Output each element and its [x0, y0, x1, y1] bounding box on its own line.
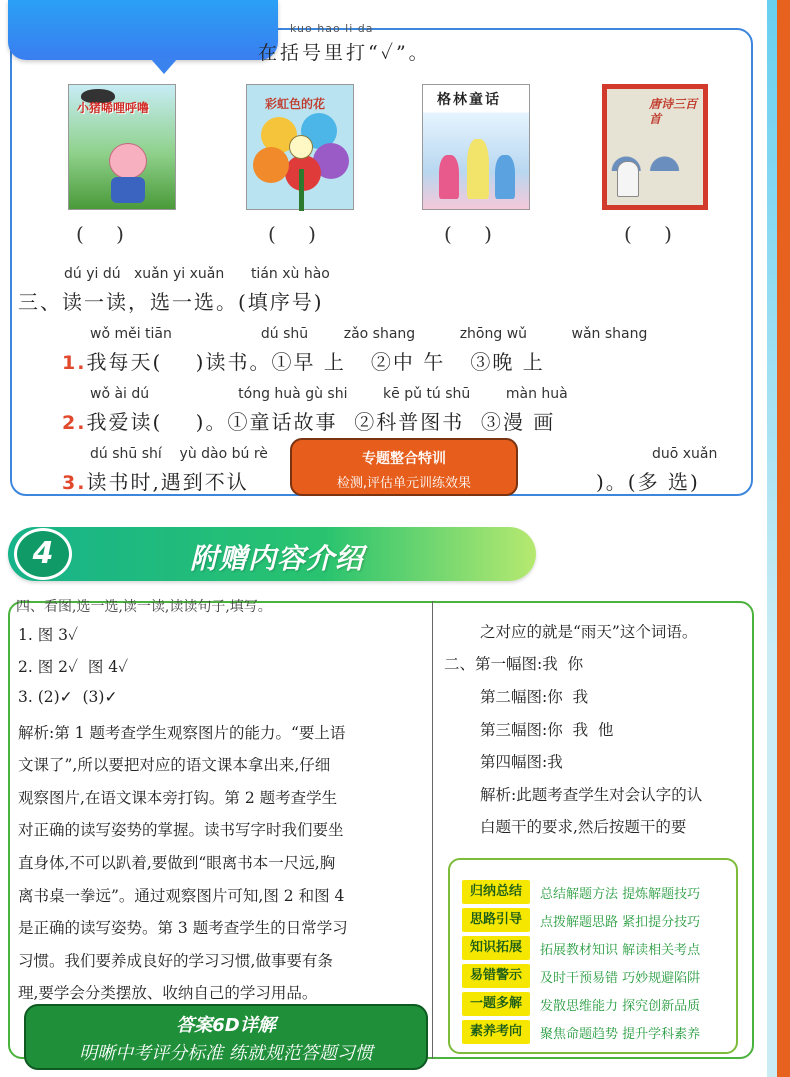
answer-blank-3[interactable]: ( )	[444, 222, 492, 246]
pig-illustration	[109, 143, 147, 179]
feature-tag: 归纳总结	[462, 880, 530, 904]
answer-line: 二、第一幅图:我 你	[444, 655, 584, 673]
book-title-4: 唐诗三百首	[649, 97, 698, 126]
answer-line: 离书桌一拳远”。通过观察图片可知,图 2 和图 4	[18, 887, 345, 905]
answer-blank-4[interactable]: ( )	[624, 222, 672, 246]
poet-illustration	[617, 161, 639, 197]
feature-desc: 拓展教材知识 解读相关考点	[540, 943, 701, 958]
book-title-3: 格林童话	[437, 92, 501, 108]
answer-line: 第二幅图:你 我	[480, 688, 589, 706]
instruction-pinyin: kuo hao li da	[290, 22, 374, 35]
feature-tag: 易错警示	[462, 964, 530, 988]
dwarf-figure	[439, 155, 459, 199]
item3-pinyin-right: duō xuǎn	[652, 446, 718, 462]
feature-desc: 总结解题方法 提炼解题技巧	[540, 887, 701, 902]
answer-line: 文课了”,所以要把对应的语文课本拿出来,仔细	[18, 756, 331, 774]
answer-line: 是正确的读写姿势。第 3 题考查学生的日常学习	[18, 919, 348, 937]
section-title: 附赠内容介绍	[190, 542, 365, 575]
item1-text: 我每天( )读书。①早 上 ②中 午 ③晚 上	[86, 350, 545, 374]
feature-desc: 聚焦命题趋势 提升学科素养	[540, 1027, 701, 1042]
promo-subtitle: 检测,评估单元训练效果	[336, 476, 472, 491]
feature-desc: 点拨解题思路 紧扣提分技巧	[540, 915, 701, 930]
feature-desc: 发散思维能力 探究创新品质	[540, 999, 701, 1014]
cropped-top-line	[16, 596, 272, 605]
book-cover-2	[246, 84, 354, 210]
book-title-1: 小猪唏哩呼噜	[77, 101, 150, 115]
flower-center	[289, 135, 313, 159]
book-cover-3	[422, 84, 530, 210]
feature-tag: 一题多解	[462, 992, 530, 1016]
answer-line: 白题干的要求,然后按题干的要	[480, 818, 687, 836]
item1-pinyin: wǒ měi tiān dú shū zǎo shang zhōng wǔ wǎn shang	[90, 326, 648, 342]
item2-number: 2.	[62, 412, 87, 434]
answer-line: 解析:第 1 题考查学生观察图片的能力。“要上语	[18, 724, 346, 742]
princess-figure	[467, 139, 489, 199]
item2-pinyin: wǒ ài dú tóng huà gù shi kē pǔ tú shū màn huà	[90, 386, 568, 402]
book-cover-4	[602, 84, 708, 210]
answer-line: 解析:此题考查学生对会认字的认	[480, 786, 703, 804]
answer-line: 理,要学会分类摆放、收纳自己的学习用品。	[18, 984, 318, 1002]
answer-line: 第四幅图:我	[480, 753, 563, 771]
right-orange-stripe	[777, 0, 790, 1077]
answer-line: 观察图片,在语文课本旁打钩。第 2 题考查学生	[18, 789, 338, 807]
answer-blank-2[interactable]: ( )	[268, 222, 316, 246]
answer-line: 1. 图 3✓	[18, 626, 79, 644]
column-divider	[432, 601, 433, 1059]
item2-text: 我爱读( )。①童话故事 ②科普图书 ③漫 画	[86, 410, 556, 434]
item3-row	[62, 466, 249, 495]
section-number-badge: 4	[14, 528, 72, 580]
promo-banner-answer-detail	[24, 1004, 428, 1070]
pig-body-illustration	[111, 177, 145, 203]
promo-title: 答案6D详解	[176, 1015, 276, 1036]
callout-bubble-tail	[150, 58, 178, 74]
promo-banner-special-training	[290, 438, 518, 496]
book-title-2: 彩虹色的花	[265, 97, 326, 111]
feature-tag: 素养考向	[462, 1020, 530, 1044]
item2-row	[62, 406, 555, 435]
promo-subtitle: 明晰中考评分标准 练就规范答题习惯	[79, 1043, 373, 1064]
book-cover-1	[68, 84, 176, 210]
feature-desc: 及时干预易错 巧妙规避陷阱	[540, 971, 701, 986]
section3-heading: 三、读一读，选一选。(填序号)	[18, 290, 324, 314]
right-blue-stripe	[767, 0, 777, 1077]
item1-row	[62, 346, 545, 375]
item3-text: 读书时,遇到不认	[86, 470, 249, 494]
item1-number: 1.	[62, 352, 87, 374]
answer-line: 第三幅图:你 我 他	[480, 721, 614, 739]
answer-line: 对正确的读写姿势的掌握。读书写字时我们要坐	[18, 821, 344, 839]
answer-line: 3. (2)✓ (3)✓	[18, 688, 118, 706]
callout-bubble	[8, 0, 278, 60]
answer-line: 2. 图 2✓ 图 4✓	[18, 658, 129, 676]
item3-text-right: )。(多 选)	[596, 470, 700, 494]
answer-line: 直身体,不可以趴着,要做到“眼离书本一尺远,胸	[18, 854, 336, 872]
answer-line: 习惯。我们要养成良好的学习习惯,做事要有条	[18, 952, 333, 970]
feature-tag: 知识拓展	[462, 936, 530, 960]
flower-stem	[299, 169, 304, 211]
section3-pinyin: dú yi dú xuǎn yi xuǎn tián xù hào	[64, 266, 330, 282]
answer-line: 之对应的就是“雨天”这个词语。	[480, 623, 698, 641]
item3-pinyin: dú shū shí yù dào bú rè	[90, 446, 268, 462]
answer-blank-1[interactable]: ( )	[76, 222, 124, 246]
instruction-text: 在括号里打“✓”。	[258, 42, 431, 64]
feature-list-box	[448, 858, 738, 1054]
item3-number: 3.	[62, 472, 87, 494]
petal-orange	[253, 147, 289, 183]
feature-tag: 思路引导	[462, 908, 530, 932]
promo-title: 专题整合特训	[362, 451, 446, 467]
dwarf-figure	[495, 155, 515, 199]
